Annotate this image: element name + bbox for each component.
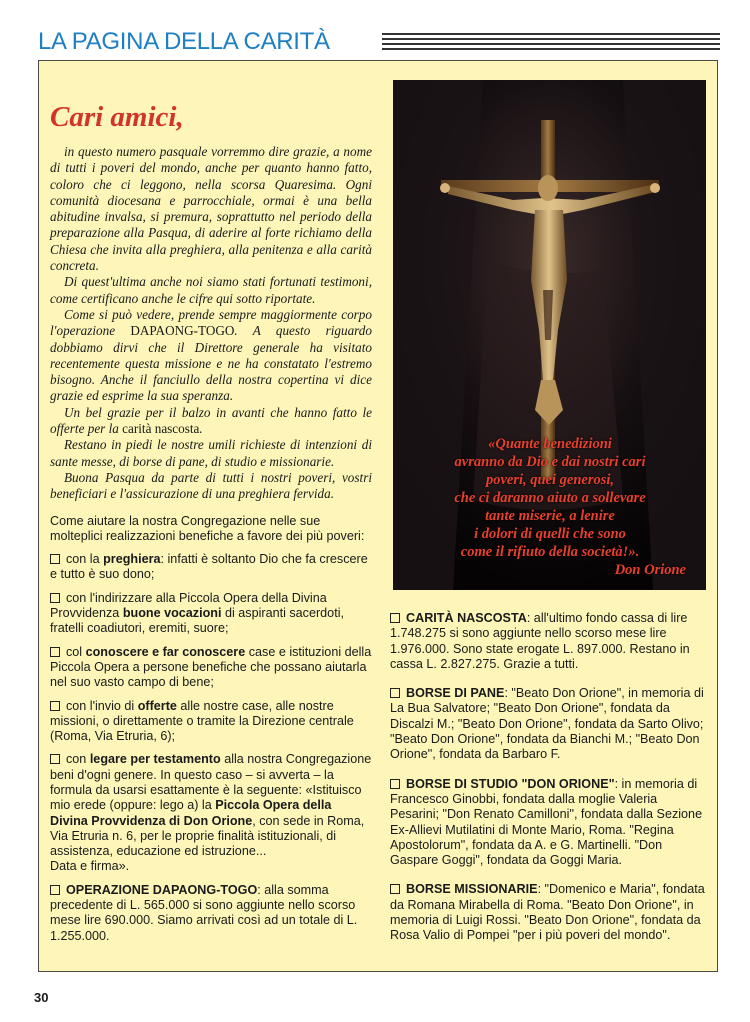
text-run: : "Domenico e Maria", fondata da Romana Mirabella di Roma. "Beato Don Orione", in memoria di Luigi Rossi. "Beato Don Orione", fondata da Rosa Valio di Pompei "per i più poveri del mondo". [390, 882, 705, 943]
help-item-dapaong [50, 883, 372, 944]
right-column [390, 611, 708, 958]
keyword: BORSE DI PANE [406, 686, 505, 701]
page-header-title: LA PAGINA DELLA CARITÀ [38, 28, 330, 55]
text-run: Un bel grazie per il balzo in avanti che hanno fatto le offerte per la [50, 404, 372, 437]
keyword: legare per testamento [89, 752, 221, 767]
keyword: CARITÀ NASCOSTA [406, 611, 527, 625]
text-run: DAPAONG-TOGO [130, 323, 235, 339]
keyword: conoscere e far conoscere [85, 644, 246, 659]
checkbox-square-icon [390, 613, 400, 623]
keyword: preghiera [103, 552, 161, 567]
checkbox-square-icon [50, 701, 60, 711]
text-run: carità nascosta [122, 421, 200, 437]
fund-bread [390, 686, 708, 762]
checkbox-square-icon [390, 884, 400, 894]
text-run: Come si può vedere, prende sempre maggiormente corpo l'operazione [50, 306, 372, 339]
keyword: OPERAZIONE DAPAONG-TOGO [66, 882, 258, 897]
caption-line: poveri, quei generosi, [485, 472, 615, 488]
keyword: BORSE DI STUDIO "DON ORIONE" [406, 776, 615, 791]
caption-line: avranno da Dio e dai nostri cari [454, 454, 646, 470]
keyword: BORSE MISSIONARIE [406, 882, 538, 897]
text-run: , con sede in Roma, Via Etruria n. 6, per le proprie finalità istituzionali, di assistenza, educazione ed istruzione... [50, 813, 365, 859]
header-rules [382, 33, 720, 53]
checkbox-square-icon [390, 779, 400, 789]
text-run: . A questo riguardo dobbiamo dirvi che il Direttore generale ha visitato recentemente questa missione e ne ha constatato l'estremo bisogno. Anche il fanciullo della nostra copertina vi dice grazie ed esprime la sua speranza. [50, 323, 372, 404]
text-run: : all'ultimo fondo cassa di lire 1.748.275 si sono aggiunte nello scorso mese lire 1.976.000. Sono state erogate L. 897.000. Restano in cassa L. 2.827.275. Grazie a tutti. [390, 611, 690, 671]
text-run: : infatti è soltanto Dio che fa crescere e tutto è suo dono; [50, 552, 368, 582]
help-item-vocations [50, 591, 372, 637]
caption-line: tante miserie, a lenire [485, 508, 615, 524]
text-run: : in memoria di Francesco Ginobbi, fondata dalla moglie Valeria Pesarini; "Don Renato Camilloni", fondata dalla Sezione Ex-Allievi Mutilatini di Monte Mario, Roma. "Regina Apostolorum", fondata da A. e G. Martinelli. "Don Gaspare Goggi", fondata da Goggi Maria. [390, 776, 703, 868]
left-column [50, 100, 372, 944]
help-intro: Come aiutare la nostra Congregazione nelle sue molteplici realizzazioni benefiche a favore dei più poveri: [50, 513, 365, 543]
text-run: alla nostra Congregazione beni d'ogni genere. In questo caso – si avverta – la formula da usarsi esattamente è la seguente: «Istituisco mio erede (oppure: lego a) la [50, 752, 372, 813]
text-run: con [66, 752, 90, 767]
checkbox-square-icon [50, 754, 60, 764]
caption-line: che ci daranno aiuto a sollevare [454, 490, 646, 506]
letter-paragraph [50, 307, 372, 405]
letter-paragraph: in questo numero pasquale vorremmo dire grazie, a nome di tutti i poveri del mondo, anche per quanto hanno fatto, coloro che ci leggono, nella scorsa Quaresima. Ogni comunità diocesana e parrocchiale, ormai è una bella abitudine invalsa, si premura, soprattutto nel periodo della preparazione alla Pasqua, di aderire al forte richiamo della Chiesa che invita alla preghiera, alla penitenza e alla carità concreta. [50, 144, 372, 274]
keyword: Piccola Opera della Divina Provvidenza di Don Orione [50, 798, 332, 828]
checkbox-square-icon [50, 554, 60, 564]
caption-line: «Quante benedizioni [488, 436, 612, 452]
help-item-prayer [50, 552, 372, 583]
checkbox-square-icon [390, 688, 400, 698]
letter-body [50, 144, 372, 503]
letter-paragraph: Buona Pasqua da parte di tutti i nostri poveri, vostri beneficiari e l'assicurazione di una preghiera fervida. [50, 469, 372, 502]
keyword: offerte [137, 698, 177, 713]
checkbox-square-icon [50, 593, 60, 603]
caption-line: come il rifiuto della società!». [460, 544, 640, 560]
help-item-testament [50, 752, 372, 874]
letter-paragraph: Restano in piedi le nostre umili richieste di intenzioni di sante messe, di borse di pane, di studio e missionarie. [50, 437, 372, 469]
fund-hidden-charity [390, 611, 708, 672]
help-item-promote [50, 645, 372, 691]
letter-paragraph: Di quest'ultima anche noi siamo stati fortunati testimoni, come certificano anche le cifre qui sotto riportate. [50, 274, 372, 306]
text-run: alle nostre case, alle nostre missioni, o direttamente o tramite la Direzione centrale (Roma, Via Etruria, 6); [50, 698, 354, 744]
text-run: col [66, 644, 86, 659]
letter-greeting: Cari amici, [50, 101, 184, 133]
help-item-offerings [50, 699, 372, 745]
checkbox-square-icon [50, 647, 60, 657]
text-run: con l'invio di [66, 698, 138, 713]
text-run: case e istituzioni della Piccola Opera a persone benefiche che possano aiutarla nel suo vasto campo di bene; [50, 644, 372, 690]
page-number: 30 [34, 990, 49, 1005]
fund-study [390, 777, 708, 869]
text-run: Data e firma». [50, 859, 130, 874]
photo-caption-quote [400, 435, 700, 579]
letter-paragraph [50, 405, 372, 438]
text-run: di aspiranti sacerdoti, fratelli coadiutori, eremiti, suore; [50, 606, 344, 636]
caption-line: i dolori di quelli che sono [474, 526, 626, 542]
text-run: con la [66, 552, 104, 567]
checkbox-square-icon [50, 885, 60, 895]
keyword: buone vocazioni [122, 606, 222, 621]
text-run: con l'indirizzare alla Piccola Opera della Divina Provvidenza [50, 590, 327, 621]
text-run: : "Beato Don Orione", in memoria di La Bua Salvatore; "Beato Don Orione", fondata da Discalzi M.; "Beato Don Orione", fondata da Sarto Olivo; "Beato Don Orione", fondata da Bianchi M.; "Beato Don Orione", fondata da Barbaro F. [390, 686, 704, 762]
caption-signature: Don Orione [614, 562, 686, 578]
fund-missionary [390, 882, 708, 943]
text-run: : alla somma precedente di L. 565.000 si sono aggiunte nello scorso mese lire 690.000. Siamo arrivati così ad un totale di L. 1.255.000. [50, 882, 358, 943]
text-run: . [199, 421, 203, 437]
